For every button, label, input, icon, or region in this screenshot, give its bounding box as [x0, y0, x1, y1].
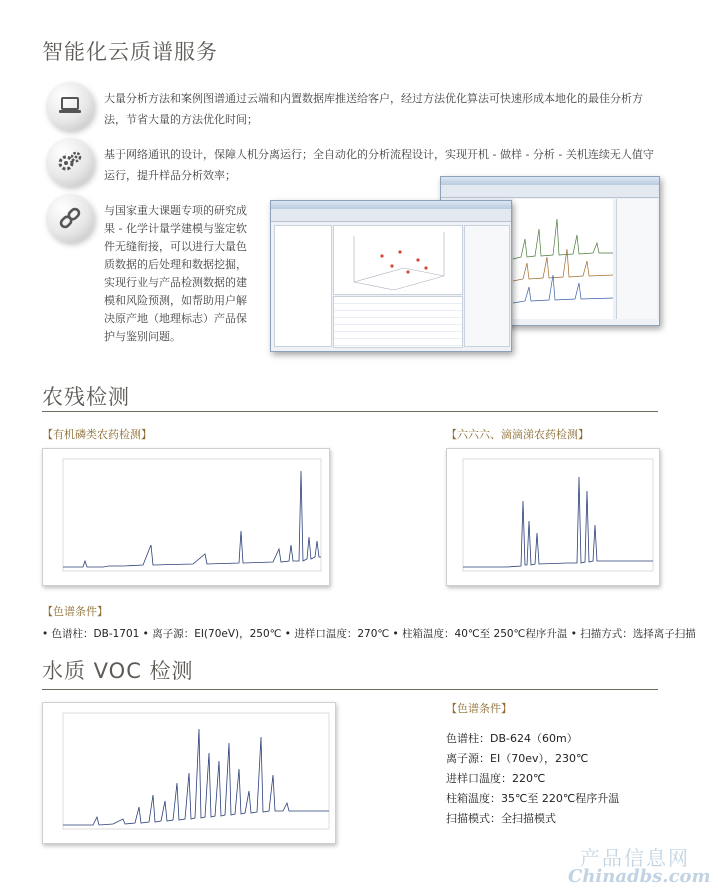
feature-icon-laptop	[46, 82, 94, 130]
feature-line: 果 - 化学计量学建模与鉴定软	[104, 222, 247, 235]
link-icon	[57, 205, 83, 231]
feature-line: 决原产地（地理标志）产品保	[104, 312, 247, 325]
scatter-3d-thumbnail	[334, 226, 462, 294]
voc-condition-scan-mode: 扫描模式：全扫描模式	[446, 812, 556, 825]
feature-text-chemometrics	[104, 202, 274, 346]
voc-condition-column: 色谱柱：DB-624（60m）	[446, 732, 578, 745]
feature-line: 质数据的后处理和数据挖掘，	[104, 258, 247, 271]
feature-line: 实现行业与产品检测数据的建	[104, 276, 247, 289]
feature-text-automation: 基于网络通讯的设计，保障人机分离运行；全自动化的分析流程设计，实现开机 - 做样 - 分析 - 关机连续无人值守运行，提升样品分析效率；	[104, 148, 654, 182]
label-voc-conditions: 【色谱条件】	[446, 702, 512, 715]
feature-icon-link	[46, 194, 94, 242]
section-title-cloud-ms: 智能化云质谱服务	[42, 40, 218, 64]
chromatogram-voc	[42, 702, 336, 844]
section-title-voc: 水质 VOC 检测	[42, 659, 194, 683]
software-screenshot-front	[270, 200, 512, 352]
label-organophosphorus: 【有机磷类农药检测】	[42, 428, 152, 441]
section-divider	[42, 411, 658, 412]
feature-line: 与国家重大课题专项的研究成	[104, 204, 247, 217]
feature-line: 件无缝衔接，可以进行大量色	[104, 240, 247, 253]
chromatogram-hch-ddt	[446, 448, 660, 586]
section-divider	[42, 689, 658, 690]
label-hch-ddt: 【六六六、滴滴涕农药检测】	[446, 428, 589, 441]
voc-condition-ion-source: 离子源：EI（70ev），230℃	[446, 752, 589, 765]
feature-text-methods: 大量分析方法和案例图谱通过云端和内置数据库推送给客户，经过方法优化算法可快速形成本地化的最佳分析方法，节省大量的方法优化时间；	[104, 92, 643, 126]
watermark-en: Chinadbs.com	[568, 866, 711, 887]
voc-condition-oven-temp: 柱箱温度：35℃至 220℃程序升温	[446, 792, 620, 805]
feature-line: 模和风险预测，如帮助用户解	[104, 294, 247, 307]
spectrum-thumbnail	[513, 199, 613, 319]
section-title-pesticide: 农残检测	[42, 385, 130, 409]
chromatogram-plot	[447, 449, 659, 585]
chromatogram-plot	[43, 449, 329, 585]
gears-icon	[56, 150, 84, 174]
label-chromatography-conditions: 【色谱条件】	[42, 605, 108, 618]
voc-condition-inlet-temp: 进样口温度：220℃	[446, 772, 546, 785]
feature-line: 护与鉴别问题。	[104, 330, 181, 343]
laptop-icon	[58, 96, 82, 116]
feature-icon-gears	[46, 138, 94, 186]
pesticide-conditions: • 色谱柱：DB-1701 • 离子源：EI(70eV)，250℃ • 进样口温度：270℃ • 柱箱温度：40℃至 250℃程序升温 • 扫描方式：选择离子扫描	[42, 628, 696, 640]
watermark-cn: 产品信息网	[580, 846, 690, 870]
chromatogram-organophosphorus	[42, 448, 330, 586]
chromatogram-plot	[43, 703, 335, 843]
